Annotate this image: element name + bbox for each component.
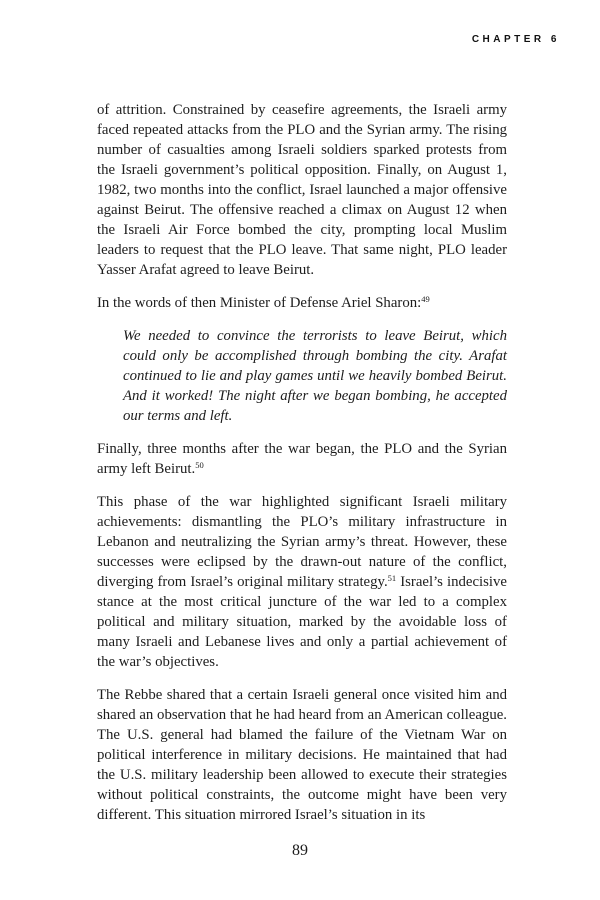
paragraph-text: The Rebbe shared that a certain Israeli general once visited him and shared an observation that he had heard from an American colleague. The U.S. general had blamed the failure of the Vietnam War on political interference in military decisions. He maintained that had the U.S. military leadership been allowed to execute their strategies without political constraints, the outcome might have been very different. This situation mirrored Israel’s situation in its [97,687,507,823]
paragraph-text: of attrition. Constrained by ceasefire agreements, the Israeli army faced repeated attacks from the PLO and the Syrian army. The rising number of casualties among Israeli soldiers sparked protests from the Israeli government’s political opposition. Finally, on August 1, 1982, two months into the conflict, Israel launched a major offensive against Beirut. The offensive reached a climax on August 12 when the Israeli Air Force bombed the city, prompting local Muslim leaders to request that the PLO leave. That same night, PLO leader Yasser Arafat agreed to leave Beirut. [97,102,507,278]
page-number: 89 [292,842,308,859]
footnote-ref-50: 50 [195,460,204,470]
paragraph-text: Finally, three months after the war began, the PLO and the Syrian army left Beirut. [97,441,507,477]
block-quote [123,326,507,426]
quote-text: We needed to convince the terrorists to leave Beirut, which could only be accomplished through bombing the city. Arafat continued to lie and play games until we heavily bombed Beirut. And it worked! The night after we began bombing, he accepted our terms and left. [123,328,507,424]
footnote-ref-49: 49 [421,294,430,304]
paragraph-5 [97,685,507,825]
paragraph-text: In the words of then Minister of Defense Ariel Sharon: [97,295,422,311]
paragraph-4 [97,492,507,672]
paragraph-3 [97,439,507,479]
text-block [97,100,507,825]
footnote-ref-51: 51 [387,573,397,583]
paragraph-1 [97,100,507,280]
paragraph-2 [97,293,507,313]
paragraph-text: Israel’s indecisive stance at the most critical juncture of the war led to a complex political and military situation, marked by the avoidable loss of many Israeli and Lebanese lives and only a partial achievement of the war’s objectives. [97,574,507,670]
chapter-header: CHAPTER 6 [471,34,560,45]
paragraph-text: This phase of the war highlighted significant Israeli military achievements: dismantling the PLO’s military infrastructure in Lebanon and neutralizing the Syrian army’s threat. However, these successes were eclipsed by the drawn-out nature of the conflict, diverging from Israel’s original military strategy. [97,494,507,590]
